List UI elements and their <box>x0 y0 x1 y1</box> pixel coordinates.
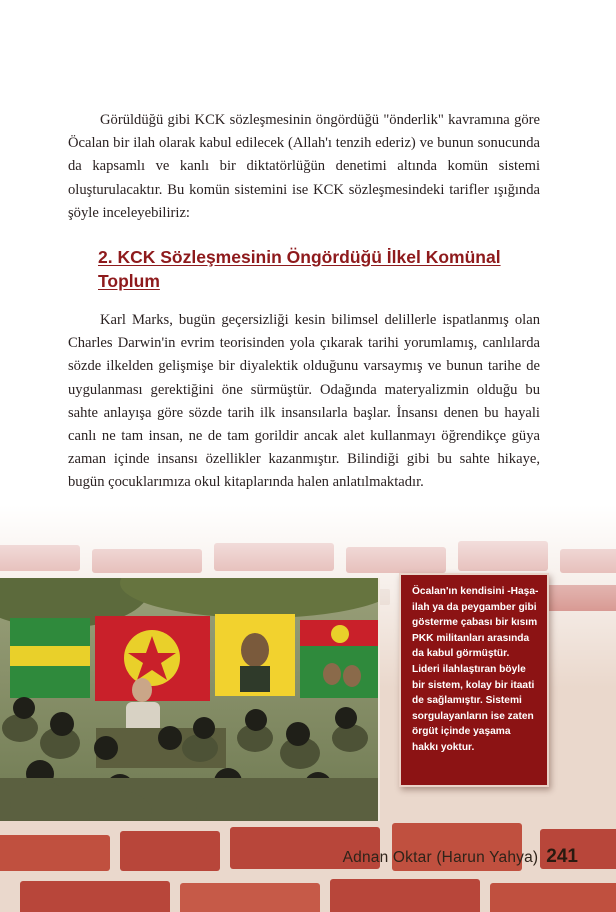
page-number: 241 <box>546 846 578 867</box>
paragraph-body: Karl Marks, bugün geçersizliği kesin bilimsel delillerle ispatlanmış olan Charles Darwin'in evrim teorisinden yola çıkarak tarihi yorumlamış, canlılarda sözde ilkelden gelişmişe bir diyalektik olduğunu varsaymış ve bunun tarihe de uygulanması gerektiğini öne sürmüştür. Odağında materyalizmin olduğu bu sahte anlayışa göre sözde tarih ilk insansılarla başlar. İnsansı denen bu hayali canlı ne tam insan, ne de tam gorildir ancak alet kullanmayı öğrendikçe güya zaman içinde insansı özellikler kazanmıştır. Bilindiği gibi bu sahte hikaye, bugün çocuklarımıza okul kitaplarında halen anlatılmaktadır. <box>68 312 540 491</box>
footer-author: Adnan Oktar (Harun Yahya) <box>342 849 539 866</box>
photo-caption-box <box>399 573 549 787</box>
section-heading: 2. KCK Sözleşmesinin Öngördüğü İlkel Komünal Toplum <box>98 247 501 291</box>
paragraph-intro: Görüldüğü gibi KCK sözleşmesinin öngördüğü "önderlik" kavramına göre Öcalan bir ilah olarak kabul edilecek (Allah'ı tenzih ederiz) ve bunun sonucunda da kapsamlı ve kanlı bir diktatörlüğün denetimi altında komün sistemi oluşturulacaktır. Bu komün sistemini ise KCK sözleşmesindeki tarifler ışığında şöyle inceleyebiliriz: <box>68 112 540 221</box>
militants-photo <box>0 578 380 821</box>
photo-caption-text: Öcalan'ın kendisini -Haşa- ilah ya da peygamber gibi gösterme çabası bir kısım PKK militanları arasında da kabul görmüştür. Lideri ilahlaştıran böyle bir sistem, kolay bir itaati de sağlamıştır. Sistemi sorgulayanların ise zaten örgüt içinde yaşama hakkı yoktur. <box>412 586 539 753</box>
page-footer <box>343 846 578 872</box>
